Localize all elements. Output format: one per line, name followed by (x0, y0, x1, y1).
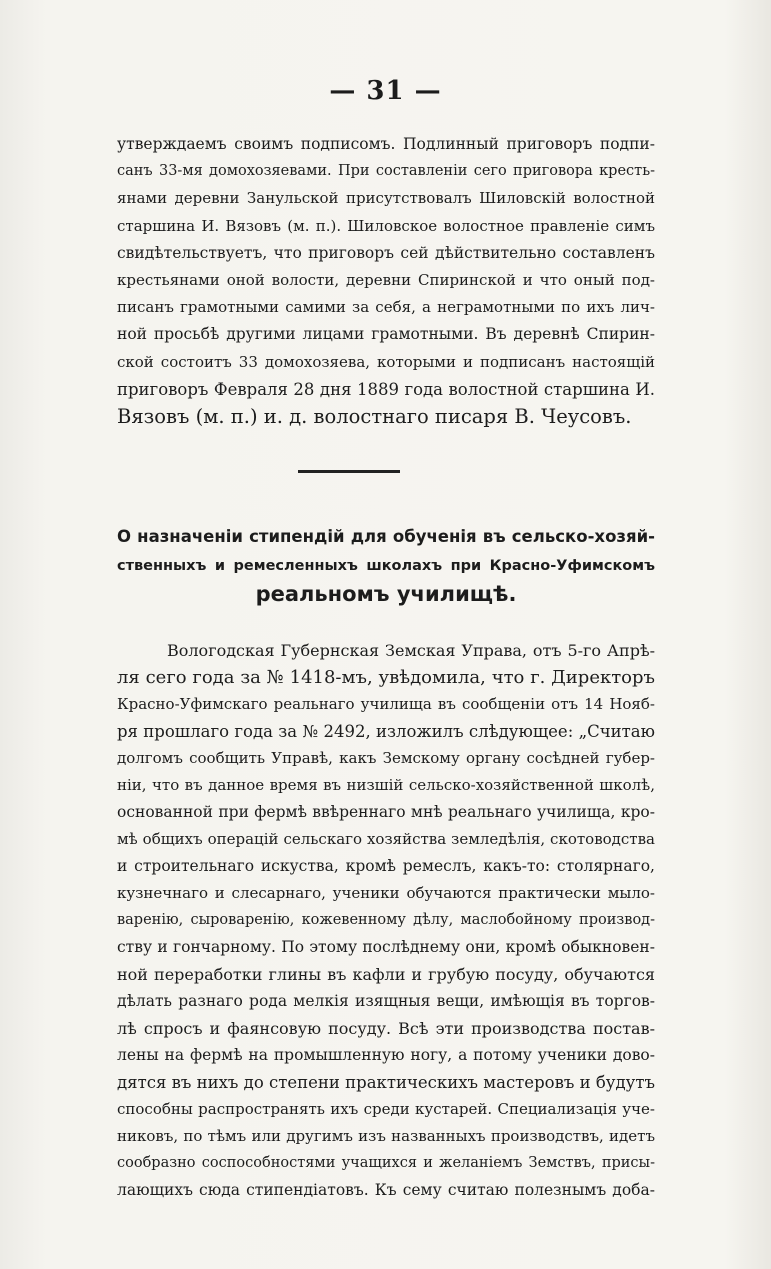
text-line: дятся въ нихъ до степени практическихъ мастеровъ и будутъ (117, 1073, 655, 1092)
text-line: лѣ спросъ и фаянсовую посуду. Всѣ эти производства постав- (117, 1019, 655, 1038)
text-line: сообразно соспособностями учащихся и желаніемъ Земствъ, присы- (117, 1155, 655, 1171)
text-line: лающихъ сюда стипендіатовъ. Къ сему считаю полезнымъ доба- (117, 1181, 655, 1199)
text-line: утверждаемъ своимъ подписомъ. Подлинный приговоръ подпи- (117, 135, 655, 153)
heading-line: реальномъ училищѣ. (255, 582, 517, 606)
text-line: ской состоитъ 33 домохозяева, которыми и подписанъ настоящій (117, 352, 655, 371)
text-line: ству и гончарному. По этому послѣднему они, кромѣ обыкновен- (117, 938, 655, 956)
text-line: писанъ грамотными самими за себя, а неграмотными по ихъ лич- (117, 298, 655, 317)
section-heading (117, 523, 655, 609)
text-line: ной переработки глины въ кафли и грубую посуду, обучаются (117, 965, 655, 984)
text-line: крестьянами оной волости, деревни Спиринской и что оный под- (117, 270, 655, 289)
text-line: свидѣтельствуетъ, что приговоръ сей дѣйствительно составленъ (117, 243, 655, 262)
text-line: санъ 33-мя домохозяевами. При составленіи сего приговора кресть- (117, 163, 655, 180)
text-line: варенію, сыроваренію, кожевенному дѣлу, маслобойному производ- (117, 912, 655, 928)
paragraph-body (117, 637, 655, 1204)
page-number: — 31 — (329, 76, 442, 106)
text-line: ніи, что въ данное время въ низшій сельско-хозяйственной школѣ, (117, 776, 655, 794)
text-line: Вологодская Губернская Земская Управа, отъ 5-го Апрѣ- (167, 641, 655, 660)
paragraph-signature (117, 131, 655, 430)
section-divider (298, 470, 400, 473)
text-line: ля сего года за № 1418-мъ, увѣдомила, что г. Директоръ (117, 667, 655, 688)
text-line: мѣ общихъ операцій сельскаго хозяйства земледѣлія, скотоводства (117, 830, 655, 848)
text-line: Красно-Уфимскаго реальнаго училища въ сообщеніи отъ 14 Нояб- (117, 695, 655, 713)
text-line: дѣлать разнаго рода мелкія изящныя вещи, имѣющія въ торгов- (117, 992, 655, 1010)
text-line: ной просьбѣ другими лицами грамотными. Въ деревнѣ Спирин- (117, 325, 655, 344)
text-line: способны распространять ихъ среди кустарей. Специализація уче- (117, 1100, 655, 1118)
text-line: старшина И. Вязовъ (м. п.). Шиловское волостное правленіе симъ (117, 216, 655, 235)
text-line: ря прошлаго года за № 2492, изложилъ слѣдующее: „Считаю (117, 722, 655, 741)
text-line: янами деревни Занульской присутствовалъ Шиловскій волостной (117, 189, 655, 208)
heading-line: О назначеніи стипендій для обученія въ сельско-хозяй- (117, 527, 655, 546)
text-line: долгомъ сообщить Управѣ, какъ Земскому органу сосѣдней губер- (117, 749, 655, 767)
text-line: основанной при фермѣ ввѣреннаго мнѣ реальнаго училища, кро- (117, 803, 655, 821)
text-line: никовъ, по тѣмъ или другимъ изъ названныхъ производствъ, идетъ (117, 1127, 655, 1145)
text-line: приговоръ Февраля 28 дня 1889 года волостной старшина И. (117, 379, 655, 399)
heading-line: ственныхъ и ремесленныхъ школахъ при Красно-Уфимскомъ (117, 557, 655, 574)
text-line: кузнечнаго и слесарнаго, ученики обучаются практически мыло- (117, 884, 655, 902)
text-line: и строительнаго искуства, кромѣ ремеслъ, какъ-то: столярнаго, (117, 857, 655, 875)
text-line: Вязовъ (м. п.) и. д. волостнаго писаря В. Чеусовъ. (117, 404, 632, 428)
text-line: лены на фермѣ на промышленную ногу, а потому ученики дово- (117, 1046, 655, 1064)
